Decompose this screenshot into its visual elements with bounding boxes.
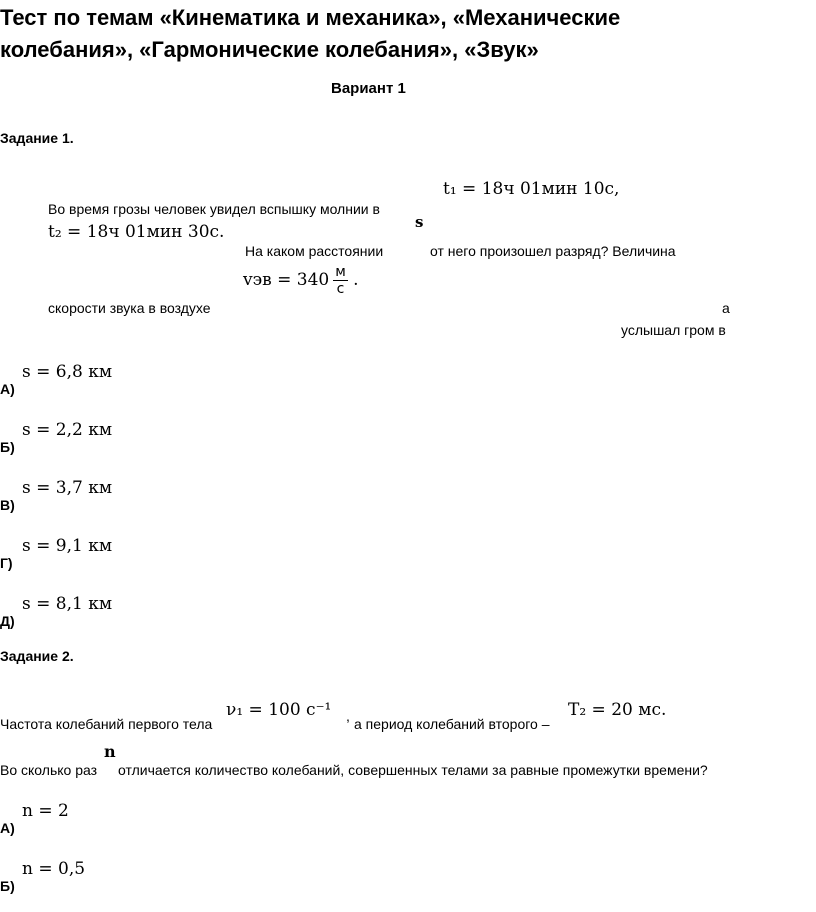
task1-v-formula <box>243 264 359 297</box>
task1-text-part4: скорости звука в воздухе <box>48 300 211 316</box>
task1-option-a-formula: s = 6,8 км <box>22 362 113 382</box>
task1-option-a-label: А) <box>0 381 15 397</box>
task1-option-d-formula: s = 8,1 км <box>22 594 113 614</box>
task1-option-g-label: Г) <box>0 555 13 571</box>
task2-text-part3: Во сколько раз <box>0 762 98 778</box>
document-title-line1: Тест по темам «Кинематика и механика», «Механические <box>0 5 621 30</box>
task1-text-part6: услышал гром в <box>621 322 726 338</box>
task1-text-part2: На каком расстоянии <box>245 243 384 259</box>
task1-t2-formula: t₂ = 18ч 01мин 30c. <box>48 222 225 242</box>
task2-option-b-formula: n = 0,5 <box>22 859 86 879</box>
task1-s-symbol: s <box>415 213 424 231</box>
variant-heading: Вариант 1 <box>331 80 406 97</box>
task1-text-part5: а <box>722 300 730 316</box>
v-unit-fraction <box>333 264 348 297</box>
task2-option-a-label: А) <box>0 820 15 836</box>
task2-t2-formula: T₂ = 20 мс. <box>568 700 667 720</box>
v-unit-denominator: c <box>336 281 345 297</box>
v-unit-numerator: м <box>335 264 346 280</box>
task2-nu-formula: ν₁ = 100 с⁻¹ <box>226 700 332 720</box>
task1-text-part1: Во время грозы человек увидел вспышку молнии в <box>48 201 380 217</box>
document-title-line2: колебания», «Гармонические колебания», «Звук» <box>0 37 539 62</box>
task2-text-part1: Частота колебаний первого тела <box>0 716 213 732</box>
task1-option-d-label: Д) <box>0 613 15 629</box>
v-formula-main: vэв = 340 <box>243 270 330 290</box>
task1-option-v-label: В) <box>0 497 15 513</box>
task2-comma: , <box>346 708 350 724</box>
task1-label: Задание 1. <box>0 130 74 146</box>
task2-text-part4: отличается количество колебаний, совершенных телами за равные промежутки времени? <box>118 762 708 778</box>
task2-n-symbol: n <box>104 742 116 761</box>
v-formula-period: . <box>353 270 359 290</box>
task1-text-part3: от него произошел разряд? Величина <box>430 243 676 259</box>
task2-label: Задание 2. <box>0 648 74 664</box>
task2-text-part2: а период колебаний второго – <box>354 716 550 732</box>
task1-option-b-formula: s = 2,2 км <box>22 420 113 440</box>
task1-option-v-formula: s = 3,7 км <box>22 478 113 498</box>
task1-option-g-formula: s = 9,1 км <box>22 536 113 556</box>
task1-option-b-label: Б) <box>0 439 15 455</box>
task1-t1-formula: t₁ = 18ч 01мин 10c, <box>443 179 620 199</box>
task2-option-b-label: Б) <box>0 878 15 894</box>
task2-option-a-formula: n = 2 <box>22 801 69 821</box>
